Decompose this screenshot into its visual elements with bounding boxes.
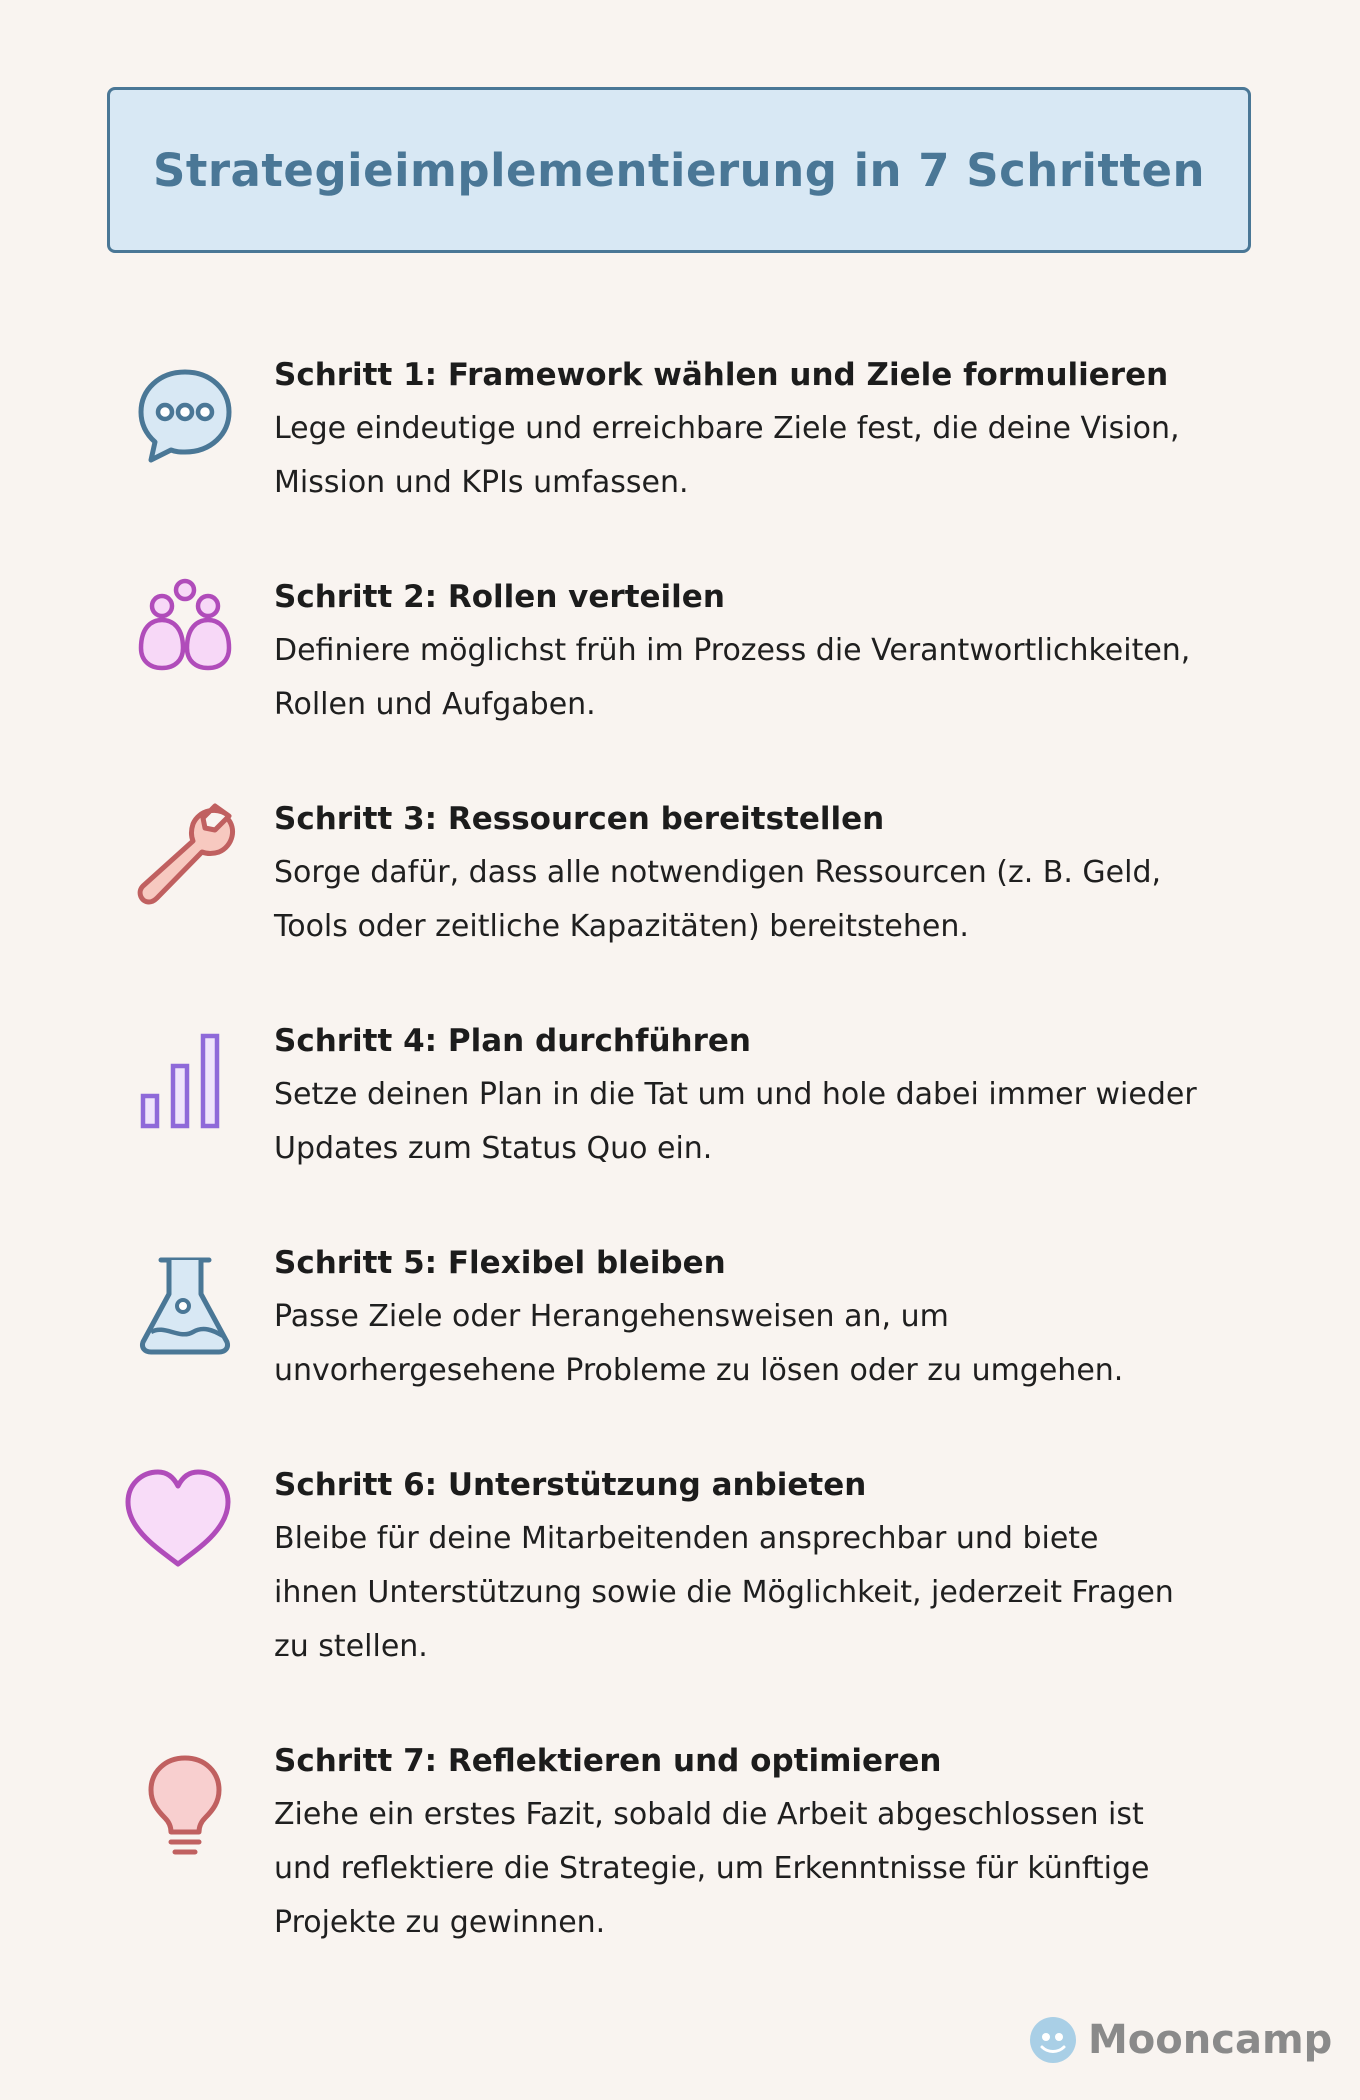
step-description-line: Setze deinen Plan in die Tat um und hole dabei immer wieder — [274, 1077, 1197, 1112]
lightbulb-icon — [125, 1748, 245, 1868]
brand-logo — [1028, 2015, 1332, 2065]
bar-chart-icon — [125, 1024, 245, 1144]
step-description-line: Sorge dafür, dass alle notwendigen Ressourcen (z. B. Geld, — [274, 855, 1162, 890]
people-group-icon — [125, 568, 245, 688]
flask-icon — [125, 1250, 245, 1370]
step-heading: Schritt 6: Unterstützung anbieten — [274, 1467, 867, 1503]
step-heading: Schritt 5: Flexibel bleiben — [274, 1245, 726, 1281]
step-description-line: Updates zum Status Quo ein. — [274, 1131, 713, 1166]
heart-icon — [118, 1458, 238, 1578]
step-heading: Schritt 4: Plan durchführen — [274, 1023, 752, 1059]
step-description-line: ihnen Unterstützung sowie die Möglichkeit, jederzeit Fragen — [274, 1575, 1174, 1610]
step-description-line: Mission und KPIs umfassen. — [274, 465, 689, 500]
title-box — [107, 87, 1251, 253]
step-heading: Schritt 1: Framework wählen und Ziele formulieren — [274, 357, 1169, 393]
page-title: Strategieimplementierung in 7 Schritten — [152, 143, 1206, 197]
step-heading: Schritt 7: Reflektieren und optimieren — [274, 1743, 942, 1779]
step-description-line: unvorhergesehene Probleme zu lösen oder zu umgehen. — [274, 1353, 1124, 1388]
step-description-line: und reflektiere die Strategie, um Erkenntnisse für künftige — [274, 1851, 1150, 1886]
step-description-line: Projekte zu gewinnen. — [274, 1905, 606, 1940]
moon-face-icon — [1028, 2015, 1078, 2065]
step-description-line: zu stellen. — [274, 1629, 428, 1664]
step-description-line: Ziehe ein erstes Fazit, sobald die Arbeit abgeschlossen ist — [274, 1797, 1144, 1832]
wrench-icon — [125, 798, 245, 918]
step-description-line: Lege eindeutige und erreichbare Ziele fest, die deine Vision, — [274, 411, 1180, 446]
step-description-line: Bleibe für deine Mitarbeitenden ansprechbar und biete — [274, 1521, 1099, 1556]
step-description-line: Passe Ziele oder Herangehensweisen an, um — [274, 1299, 949, 1334]
step-description-line: Rollen und Aufgaben. — [274, 687, 596, 722]
step-heading: Schritt 3: Ressourcen bereitstellen — [274, 801, 885, 837]
step-description-line: Tools oder zeitliche Kapazitäten) bereitstehen. — [274, 909, 969, 944]
step-heading: Schritt 2: Rollen verteilen — [274, 579, 725, 615]
step-description-line: Definiere möglichst früh im Prozess die Verantwortlichkeiten, — [274, 633, 1191, 668]
brand-name: Mooncamp — [1088, 2017, 1333, 2063]
speech-bubble-icon — [125, 354, 245, 474]
